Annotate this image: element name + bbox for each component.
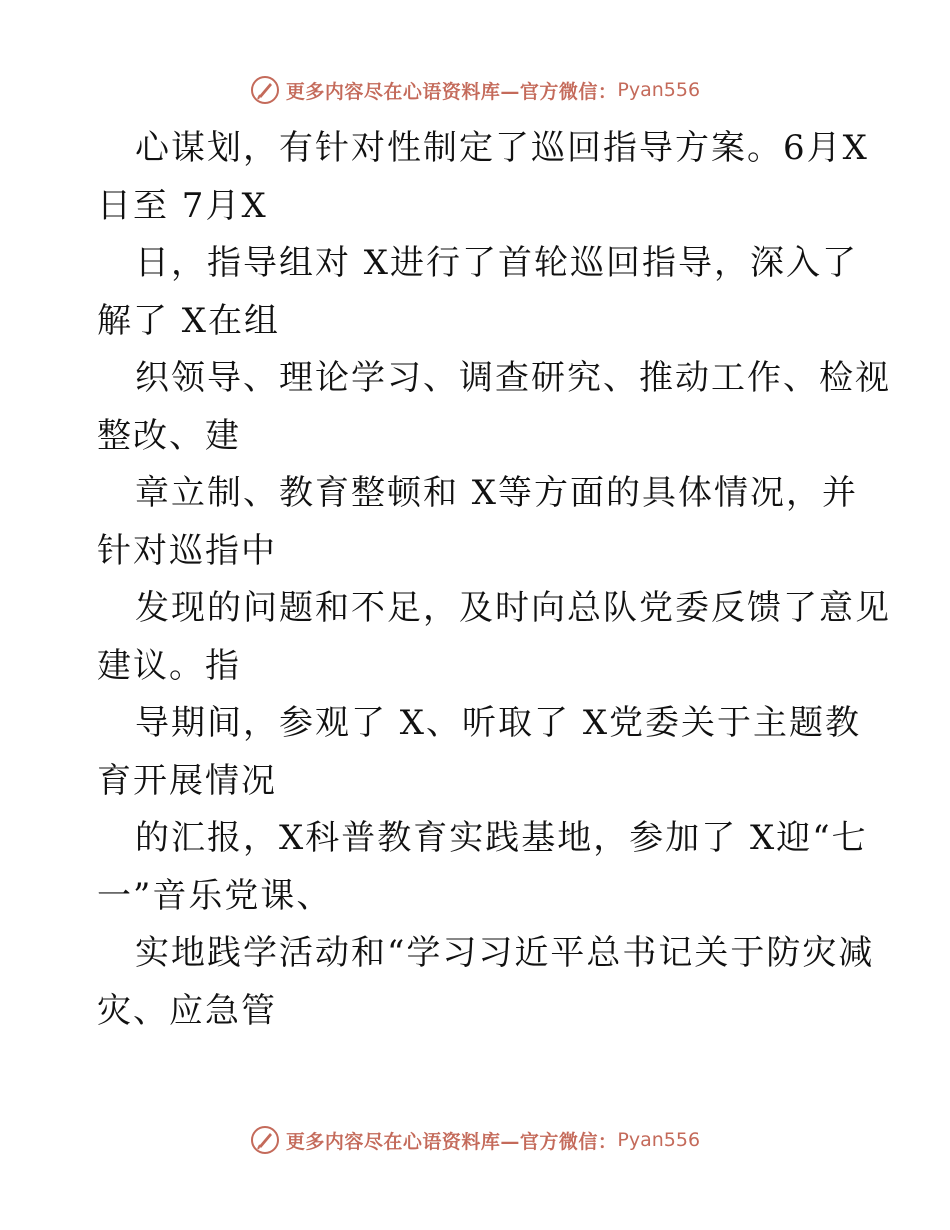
body-line: 日，指导组对 X进行了首轮巡回指导，深入了 bbox=[135, 243, 859, 283]
footer-banner bbox=[0, 1120, 950, 1160]
quill-logo-icon bbox=[250, 1125, 280, 1155]
body-line: 导期间，参观了 X、听取了 X党委关于主题教 bbox=[135, 703, 862, 743]
body-line: 的汇报，X科普教育实践基地，参加了 X迎“七 bbox=[135, 818, 868, 858]
header-banner-text: 更多内容尽在心语资料库—官方微信： bbox=[285, 80, 618, 103]
footer-banner-text: 更多内容尽在心语资料库—官方微信： bbox=[285, 1130, 618, 1153]
quill-logo-icon bbox=[250, 75, 280, 105]
body-line: 育开展情况 bbox=[97, 760, 277, 801]
body-line: 针对巡指中 bbox=[97, 530, 277, 571]
body-line: 解了 X在组 bbox=[97, 300, 281, 341]
body-line: 章立制、教育整顿和 X等方面的具体情况，并 bbox=[135, 473, 859, 513]
body-line: 整改、建 bbox=[97, 415, 241, 456]
footer-wechat-id: Pyan556 bbox=[617, 1129, 701, 1151]
body-line: 灾、应急管 bbox=[97, 990, 277, 1031]
document-body bbox=[97, 120, 891, 1040]
body-line: 实地践学活动和“学习习近平总书记关于防灾减 bbox=[135, 933, 875, 973]
body-line: 一”音乐党课、 bbox=[97, 875, 333, 916]
body-line: 建议。指 bbox=[97, 645, 241, 686]
header-banner bbox=[0, 70, 950, 110]
body-line: 心谋划，有针对性制定了巡回指导方案。6月X bbox=[135, 128, 869, 168]
body-line: 发现的问题和不足，及时向总队党委反馈了意见 bbox=[135, 588, 891, 628]
body-line: 日至 7月X bbox=[97, 185, 268, 226]
body-line: 织领导、理论学习、调查研究、推动工作、检视 bbox=[135, 358, 891, 398]
header-wechat-id: Pyan556 bbox=[617, 79, 701, 101]
